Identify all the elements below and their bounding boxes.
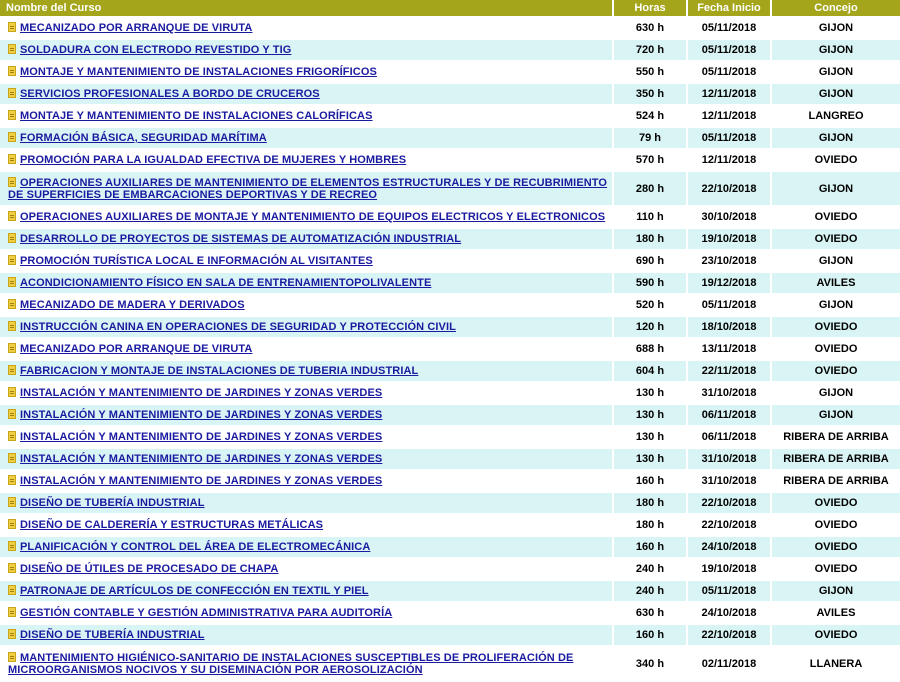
course-town: RIBERA DE ARRIBA bbox=[772, 471, 900, 491]
document-icon bbox=[8, 255, 16, 265]
course-name-cell bbox=[0, 537, 614, 557]
course-link[interactable]: PATRONAJE DE ARTÍCULOS DE CONFECCIÓN EN TEXTIL Y PIEL bbox=[20, 585, 369, 597]
document-icon bbox=[8, 211, 16, 221]
course-start-date: 19/10/2018 bbox=[688, 229, 772, 249]
course-start-date: 05/11/2018 bbox=[688, 62, 772, 82]
course-start-date: 30/10/2018 bbox=[688, 207, 772, 227]
course-name-cell bbox=[0, 339, 614, 359]
course-name-cell bbox=[0, 128, 614, 148]
course-start-date: 13/11/2018 bbox=[688, 339, 772, 359]
course-link[interactable]: PROMOCIÓN TURÍSTICA LOCAL E INFORMACIÓN AL VISITANTES bbox=[20, 255, 373, 267]
document-icon bbox=[8, 299, 16, 309]
table-row bbox=[0, 40, 900, 60]
course-hours: 630 h bbox=[614, 603, 688, 623]
course-start-date: 22/10/2018 bbox=[688, 493, 772, 513]
course-hours: 550 h bbox=[614, 62, 688, 82]
course-town: OVIEDO bbox=[772, 493, 900, 513]
course-town: OVIEDO bbox=[772, 625, 900, 645]
table-row bbox=[0, 84, 900, 104]
table-row bbox=[0, 128, 900, 148]
course-name-cell bbox=[0, 40, 614, 60]
course-name-cell bbox=[0, 172, 614, 205]
course-name-cell bbox=[0, 84, 614, 104]
document-icon bbox=[8, 387, 16, 397]
course-hours: 130 h bbox=[614, 405, 688, 425]
course-town: GIJON bbox=[772, 251, 900, 271]
course-name-cell bbox=[0, 449, 614, 469]
course-town: OVIEDO bbox=[772, 150, 900, 170]
document-icon bbox=[8, 563, 16, 573]
course-start-date: 18/10/2018 bbox=[688, 317, 772, 337]
course-hours: 240 h bbox=[614, 559, 688, 579]
course-town: OVIEDO bbox=[772, 361, 900, 381]
document-icon bbox=[8, 497, 16, 507]
table-row bbox=[0, 625, 900, 645]
course-hours: 280 h bbox=[614, 172, 688, 205]
course-link[interactable]: INSTALACIÓN Y MANTENIMIENTO DE JARDINES Y ZONAS VERDES bbox=[20, 387, 383, 399]
document-icon bbox=[8, 177, 16, 187]
course-town: GIJON bbox=[772, 295, 900, 315]
column-header-name[interactable]: Nombre del Curso bbox=[0, 0, 614, 16]
course-name-cell bbox=[0, 317, 614, 337]
course-start-date: 19/12/2018 bbox=[688, 273, 772, 293]
course-start-date: 24/10/2018 bbox=[688, 603, 772, 623]
course-start-date: 05/11/2018 bbox=[688, 295, 772, 315]
course-start-date: 06/11/2018 bbox=[688, 427, 772, 447]
course-town: GIJON bbox=[772, 581, 900, 601]
course-link[interactable]: OPERACIONES AUXILIARES DE MONTAJE Y MANTENIMIENTO DE EQUIPOS ELECTRICOS Y ELECTRONICOS bbox=[20, 211, 606, 223]
course-hours: 630 h bbox=[614, 18, 688, 38]
course-town: RIBERA DE ARRIBA bbox=[772, 449, 900, 469]
course-link[interactable]: MECANIZADO POR ARRANQUE DE VIRUTA bbox=[20, 22, 253, 34]
course-link[interactable]: MANTENIMIENTO HIGIÉNICO-SANITARIO DE INSTALACIONES SUSCEPTIBLES DE PROLIFERACIÓN DE MICROORGANISMOS NOCIVOS Y SU DISEMINACIÓN POR AEROSOLIZACIÓN bbox=[8, 651, 574, 676]
table-body bbox=[0, 18, 900, 680]
course-link[interactable]: FORMACIÓN BÁSICA, SEGURIDAD MARÍTIMA bbox=[20, 132, 267, 144]
document-icon bbox=[8, 154, 16, 164]
course-name-cell bbox=[0, 515, 614, 535]
course-name-cell bbox=[0, 383, 614, 403]
course-hours: 160 h bbox=[614, 537, 688, 557]
document-icon bbox=[8, 88, 16, 98]
course-start-date: 02/11/2018 bbox=[688, 647, 772, 680]
column-header-date[interactable]: Fecha Inicio bbox=[688, 0, 772, 16]
table-row bbox=[0, 537, 900, 557]
course-hours: 180 h bbox=[614, 493, 688, 513]
course-hours: 520 h bbox=[614, 295, 688, 315]
course-hours: 160 h bbox=[614, 471, 688, 491]
course-hours: 524 h bbox=[614, 106, 688, 126]
table-row bbox=[0, 515, 900, 535]
course-link[interactable]: DISEÑO DE TUBERÍA INDUSTRIAL bbox=[20, 497, 205, 509]
table-row bbox=[0, 427, 900, 447]
course-start-date: 05/11/2018 bbox=[688, 18, 772, 38]
course-hours: 240 h bbox=[614, 581, 688, 601]
course-town: OVIEDO bbox=[772, 229, 900, 249]
course-town: OVIEDO bbox=[772, 317, 900, 337]
course-hours: 130 h bbox=[614, 383, 688, 403]
table-row bbox=[0, 581, 900, 601]
course-hours: 130 h bbox=[614, 449, 688, 469]
course-hours: 160 h bbox=[614, 625, 688, 645]
course-name-cell bbox=[0, 471, 614, 491]
document-icon bbox=[8, 44, 16, 54]
course-link[interactable]: MECANIZADO POR ARRANQUE DE VIRUTA bbox=[20, 343, 253, 355]
document-icon bbox=[8, 652, 16, 662]
table-row bbox=[0, 150, 900, 170]
course-town: GIJON bbox=[772, 172, 900, 205]
table-row bbox=[0, 339, 900, 359]
table-row bbox=[0, 361, 900, 381]
table-row bbox=[0, 229, 900, 249]
table-row bbox=[0, 172, 900, 205]
course-link[interactable]: INSTALACIÓN Y MANTENIMIENTO DE JARDINES Y ZONAS VERDES bbox=[20, 431, 383, 443]
course-town: OVIEDO bbox=[772, 339, 900, 359]
course-town: OVIEDO bbox=[772, 559, 900, 579]
document-icon bbox=[8, 541, 16, 551]
table-row bbox=[0, 603, 900, 623]
document-icon bbox=[8, 431, 16, 441]
course-start-date: 31/10/2018 bbox=[688, 449, 772, 469]
table-row bbox=[0, 251, 900, 271]
table-row bbox=[0, 647, 900, 680]
course-start-date: 24/10/2018 bbox=[688, 537, 772, 557]
course-link[interactable]: SERVICIOS PROFESIONALES A BORDO DE CRUCEROS bbox=[20, 88, 320, 100]
course-town: LANGREO bbox=[772, 106, 900, 126]
course-town: OVIEDO bbox=[772, 515, 900, 535]
course-hours: 590 h bbox=[614, 273, 688, 293]
course-hours: 688 h bbox=[614, 339, 688, 359]
course-hours: 130 h bbox=[614, 427, 688, 447]
course-town: GIJON bbox=[772, 62, 900, 82]
table-row bbox=[0, 295, 900, 315]
course-link[interactable]: INSTALACIÓN Y MANTENIMIENTO DE JARDINES Y ZONAS VERDES bbox=[20, 475, 383, 487]
course-hours: 110 h bbox=[614, 207, 688, 227]
table-row bbox=[0, 106, 900, 126]
column-header-hours[interactable]: Horas bbox=[614, 0, 688, 16]
course-town: AVILES bbox=[772, 603, 900, 623]
course-name-cell bbox=[0, 647, 614, 680]
course-link[interactable]: PLANIFICACIÓN Y CONTROL DEL ÁREA DE ELECTROMECÁNICA bbox=[20, 541, 371, 553]
course-start-date: 12/11/2018 bbox=[688, 84, 772, 104]
course-link[interactable]: DISEÑO DE CALDERERÍA Y ESTRUCTURAS METÁLICAS bbox=[20, 519, 324, 531]
course-link[interactable]: GESTIÓN CONTABLE Y GESTIÓN ADMINISTRATIVA PARA AUDITORÍA bbox=[20, 607, 393, 619]
table-row bbox=[0, 559, 900, 579]
table-row bbox=[0, 18, 900, 38]
document-icon bbox=[8, 22, 16, 32]
course-name-cell bbox=[0, 427, 614, 447]
course-town: OVIEDO bbox=[772, 207, 900, 227]
course-link[interactable]: INSTALACIÓN Y MANTENIMIENTO DE JARDINES Y ZONAS VERDES bbox=[20, 409, 383, 421]
course-name-cell bbox=[0, 273, 614, 293]
course-hours: 180 h bbox=[614, 515, 688, 535]
table-header bbox=[0, 0, 900, 16]
course-name-cell bbox=[0, 295, 614, 315]
course-name-cell bbox=[0, 493, 614, 513]
document-icon bbox=[8, 132, 16, 142]
course-name-cell bbox=[0, 62, 614, 82]
course-link[interactable]: MONTAJE Y MANTENIMIENTO DE INSTALACIONES CALORÍFICAS bbox=[20, 110, 373, 122]
course-link[interactable]: ACONDICIONAMIENTO FÍSICO EN SALA DE ENTRENAMIENTOPOLIVALENTE bbox=[20, 277, 432, 289]
course-link[interactable]: SOLDADURA CON ELECTRODO REVESTIDO Y TIG bbox=[20, 44, 292, 56]
table-row bbox=[0, 383, 900, 403]
course-start-date: 05/11/2018 bbox=[688, 581, 772, 601]
course-town: GIJON bbox=[772, 383, 900, 403]
course-start-date: 22/10/2018 bbox=[688, 172, 772, 205]
course-name-cell bbox=[0, 18, 614, 38]
document-icon bbox=[8, 453, 16, 463]
course-name-cell bbox=[0, 251, 614, 271]
course-link[interactable]: INSTALACIÓN Y MANTENIMIENTO DE JARDINES Y ZONAS VERDES bbox=[20, 453, 383, 465]
course-start-date: 12/11/2018 bbox=[688, 150, 772, 170]
document-icon bbox=[8, 343, 16, 353]
document-icon bbox=[8, 629, 16, 639]
course-name-cell bbox=[0, 361, 614, 381]
course-link[interactable]: INSTRUCCIÓN CANINA EN OPERACIONES DE SEGURIDAD Y PROTECCIÓN CIVIL bbox=[20, 321, 456, 333]
course-hours: 604 h bbox=[614, 361, 688, 381]
course-start-date: 12/11/2018 bbox=[688, 106, 772, 126]
course-town: GIJON bbox=[772, 18, 900, 38]
course-town: LLANERA bbox=[772, 647, 900, 680]
course-start-date: 06/11/2018 bbox=[688, 405, 772, 425]
course-link[interactable]: DISEÑO DE TUBERÍA INDUSTRIAL bbox=[20, 629, 205, 641]
course-hours: 690 h bbox=[614, 251, 688, 271]
course-link[interactable]: MONTAJE Y MANTENIMIENTO DE INSTALACIONES FRIGORÍFICOS bbox=[20, 66, 377, 78]
course-name-cell bbox=[0, 603, 614, 623]
table-row bbox=[0, 493, 900, 513]
document-icon bbox=[8, 110, 16, 120]
document-icon bbox=[8, 475, 16, 485]
course-hours: 350 h bbox=[614, 84, 688, 104]
table-row bbox=[0, 405, 900, 425]
document-icon bbox=[8, 607, 16, 617]
course-town: RIBERA DE ARRIBA bbox=[772, 427, 900, 447]
column-header-town[interactable]: Concejo bbox=[772, 0, 900, 16]
table-row bbox=[0, 273, 900, 293]
course-link[interactable]: DISEÑO DE ÚTILES DE PROCESADO DE CHAPA bbox=[20, 563, 279, 575]
course-hours: 340 h bbox=[614, 647, 688, 680]
document-icon bbox=[8, 409, 16, 419]
course-name-cell bbox=[0, 405, 614, 425]
course-link[interactable]: MECANIZADO DE MADERA Y DERIVADOS bbox=[20, 299, 245, 311]
course-start-date: 31/10/2018 bbox=[688, 383, 772, 403]
document-icon bbox=[8, 233, 16, 243]
header-row bbox=[0, 0, 900, 16]
table-row bbox=[0, 449, 900, 469]
document-icon bbox=[8, 585, 16, 595]
course-start-date: 05/11/2018 bbox=[688, 40, 772, 60]
course-town: GIJON bbox=[772, 40, 900, 60]
table-row bbox=[0, 471, 900, 491]
course-name-cell bbox=[0, 150, 614, 170]
table-row bbox=[0, 62, 900, 82]
course-name-cell bbox=[0, 229, 614, 249]
course-town: GIJON bbox=[772, 405, 900, 425]
course-name-cell bbox=[0, 106, 614, 126]
document-icon bbox=[8, 365, 16, 375]
course-town: AVILES bbox=[772, 273, 900, 293]
course-name-cell bbox=[0, 207, 614, 227]
course-start-date: 19/10/2018 bbox=[688, 559, 772, 579]
course-hours: 180 h bbox=[614, 229, 688, 249]
table-row bbox=[0, 207, 900, 227]
course-town: GIJON bbox=[772, 128, 900, 148]
course-hours: 570 h bbox=[614, 150, 688, 170]
document-icon bbox=[8, 66, 16, 76]
course-start-date: 05/11/2018 bbox=[688, 128, 772, 148]
course-link[interactable]: DESARROLLO DE PROYECTOS DE SISTEMAS DE AUTOMATIZACIÓN INDUSTRIAL bbox=[20, 233, 462, 245]
document-icon bbox=[8, 321, 16, 331]
document-icon bbox=[8, 277, 16, 287]
course-name-cell bbox=[0, 581, 614, 601]
course-hours: 120 h bbox=[614, 317, 688, 337]
document-icon bbox=[8, 519, 16, 529]
table-row bbox=[0, 317, 900, 337]
course-link[interactable]: OPERACIONES AUXILIARES DE MANTENIMIENTO DE ELEMENTOS ESTRUCTURALES Y DE RECUBRIMIENTO DE SUPERFICIES DE EMBARCACIONES DEPORTIVAS Y DE RECREO bbox=[8, 176, 608, 201]
course-name-cell bbox=[0, 625, 614, 645]
course-start-date: 23/10/2018 bbox=[688, 251, 772, 271]
course-town: OVIEDO bbox=[772, 537, 900, 557]
course-hours: 79 h bbox=[614, 128, 688, 148]
course-start-date: 31/10/2018 bbox=[688, 471, 772, 491]
course-town: GIJON bbox=[772, 84, 900, 104]
course-link[interactable]: PROMOCIÓN PARA LA IGUALDAD EFECTIVA DE MUJERES Y HOMBRES bbox=[20, 154, 407, 166]
course-start-date: 22/11/2018 bbox=[688, 361, 772, 381]
course-name-cell bbox=[0, 559, 614, 579]
course-link[interactable]: FABRICACION Y MONTAJE DE INSTALACIONES DE TUBERIA INDUSTRIAL bbox=[20, 365, 419, 377]
course-start-date: 22/10/2018 bbox=[688, 515, 772, 535]
course-start-date: 22/10/2018 bbox=[688, 625, 772, 645]
course-hours: 720 h bbox=[614, 40, 688, 60]
